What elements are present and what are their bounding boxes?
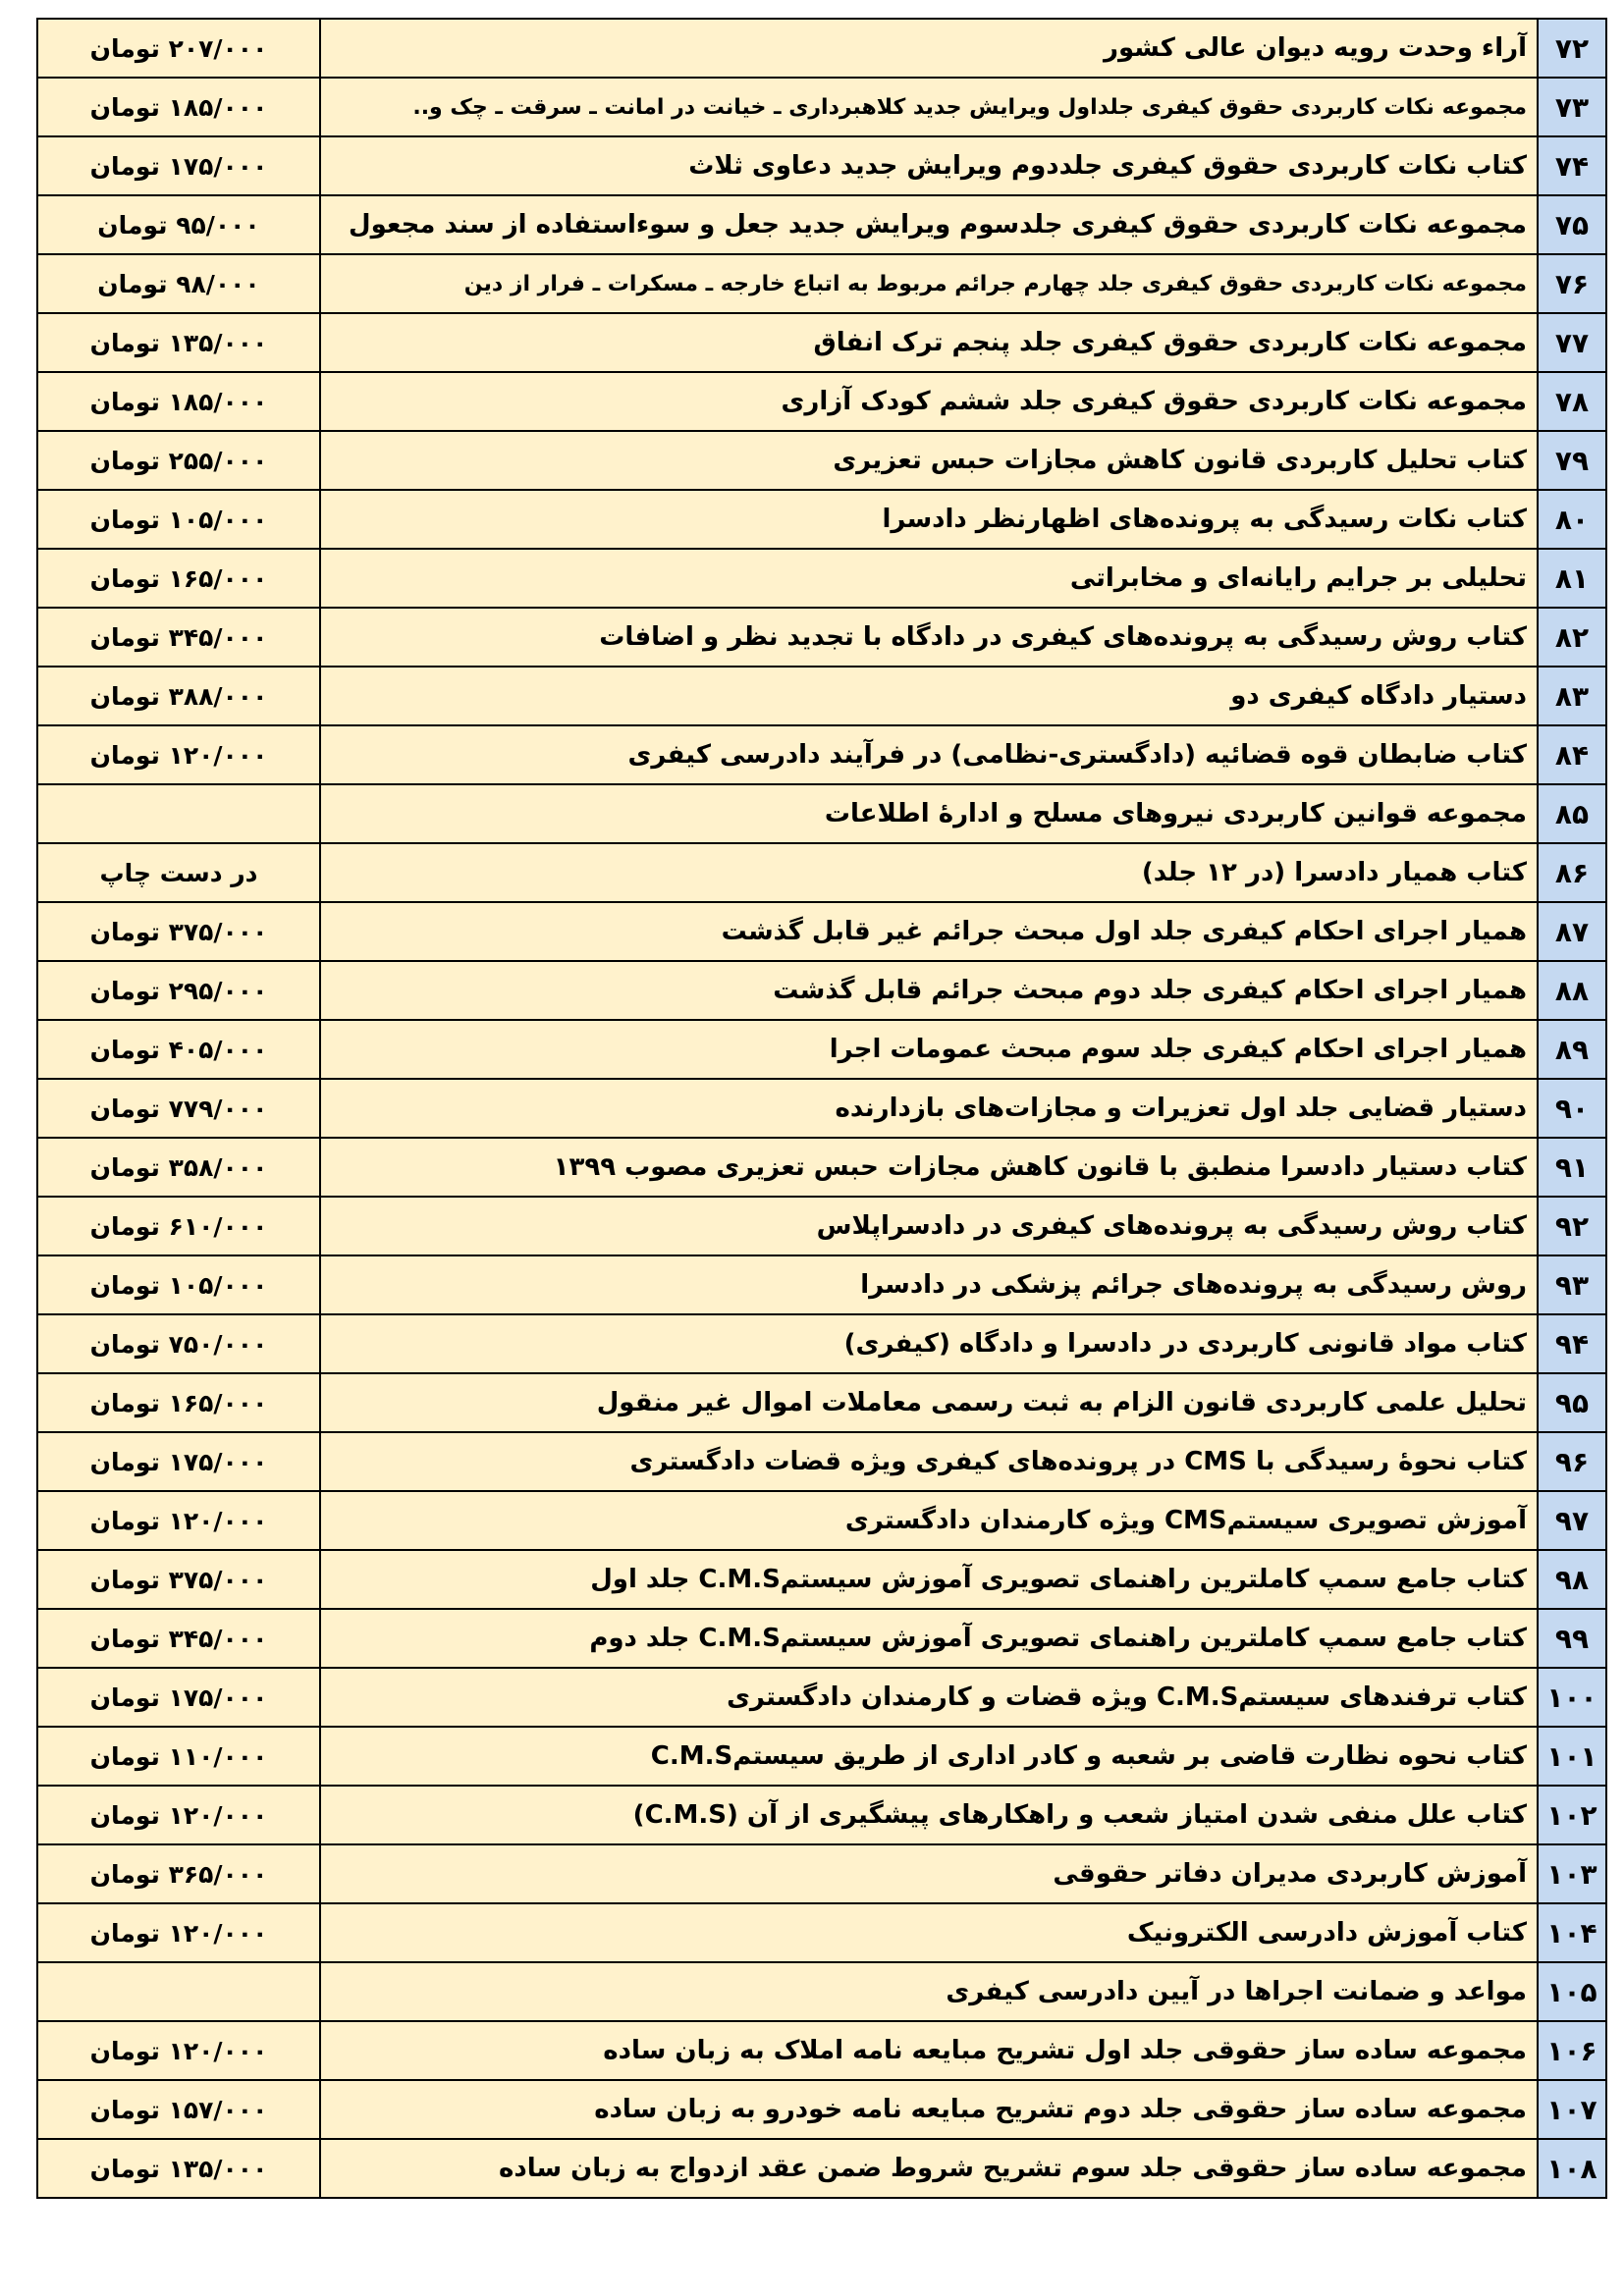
book-title: کتاب علل منفی شدن امتیاز شعب و راهکارهای پیشگیری از آن (C.M.S) bbox=[320, 1786, 1538, 1844]
book-price: ۱۳۵/۰۰۰ تومان bbox=[37, 2139, 320, 2198]
row-number: ۱۰۳ bbox=[1538, 1844, 1606, 1903]
book-title: کتاب جامع سمپ کاملترین راهنمای تصویری آموزش سیستمC.M.S جلد اول bbox=[320, 1550, 1538, 1609]
book-price: ۳۴۵/۰۰۰ تومان bbox=[37, 608, 320, 667]
table-row bbox=[37, 136, 1606, 195]
row-number: ۱۰۰ bbox=[1538, 1668, 1606, 1727]
book-price: ۱۲۰/۰۰۰ تومان bbox=[37, 1491, 320, 1550]
book-price: ۲۵۵/۰۰۰ تومان bbox=[37, 431, 320, 490]
book-title: تحلیلی بر جرایم رایانه‌ای و مخابراتی bbox=[320, 549, 1538, 608]
table-row bbox=[37, 1668, 1606, 1727]
row-number: ۸۰ bbox=[1538, 490, 1606, 549]
table-row bbox=[37, 2021, 1606, 2080]
table-row bbox=[37, 1255, 1606, 1314]
table-body bbox=[37, 19, 1606, 2198]
book-price: ۱۲۰/۰۰۰ تومان bbox=[37, 2021, 320, 2080]
row-number: ۱۰۶ bbox=[1538, 2021, 1606, 2080]
table-row bbox=[37, 961, 1606, 1020]
row-number: ۸۴ bbox=[1538, 725, 1606, 784]
row-number: ۹۹ bbox=[1538, 1609, 1606, 1668]
table-row bbox=[37, 1962, 1606, 2021]
table-row bbox=[37, 1432, 1606, 1491]
book-price: ۴۰۵/۰۰۰ تومان bbox=[37, 1020, 320, 1079]
book-title: کتاب جامع سمپ کاملترین راهنمای تصویری آموزش سیستمC.M.S جلد دوم bbox=[320, 1609, 1538, 1668]
book-title: همیار اجرای احکام کیفری جلد دوم مبحث جرائم قابل گذشت bbox=[320, 961, 1538, 1020]
row-number: ۹۱ bbox=[1538, 1138, 1606, 1197]
book-title: کتاب نحوهٔ رسیدگی با CMS در پرونده‌های کیفری ویژه قضات دادگستری bbox=[320, 1432, 1538, 1491]
book-price: ۱۷۵/۰۰۰ تومان bbox=[37, 136, 320, 195]
book-price: ۱۸۵/۰۰۰ تومان bbox=[37, 372, 320, 431]
book-price: ۱۰۵/۰۰۰ تومان bbox=[37, 1255, 320, 1314]
table-row bbox=[37, 608, 1606, 667]
row-number: ۸۷ bbox=[1538, 902, 1606, 961]
table-row bbox=[37, 2080, 1606, 2139]
table-row bbox=[37, 19, 1606, 78]
book-title: آموزش تصویری سیستمCMS ویژه کارمندان دادگستری bbox=[320, 1491, 1538, 1550]
book-title: روش رسیدگی به پرونده‌های جرائم پزشکی در دادسرا bbox=[320, 1255, 1538, 1314]
book-title: مواعد و ضمانت اجراها در آیین دادرسی کیفری bbox=[320, 1962, 1538, 2021]
table-row bbox=[37, 1020, 1606, 1079]
book-title: مجموعه ساده ساز حقوقی جلد دوم تشریح مبایعه نامه خودرو به زبان ساده bbox=[320, 2080, 1538, 2139]
table-row bbox=[37, 1786, 1606, 1844]
book-title: کتاب ضابطان قوه قضائیه (دادگستری-نظامی) در فرآیند دادرسی کیفری bbox=[320, 725, 1538, 784]
book-title: دستیار دادگاه کیفری دو bbox=[320, 667, 1538, 725]
book-price: ۹۵/۰۰۰ تومان bbox=[37, 195, 320, 254]
table-row bbox=[37, 1373, 1606, 1432]
book-title: آموزش کاربردی مدیران دفاتر حقوقی bbox=[320, 1844, 1538, 1903]
book-title: کتاب روش رسیدگی به پرونده‌های کیفری در دادگاه با تجدید نظر و اضافات bbox=[320, 608, 1538, 667]
table-row bbox=[37, 843, 1606, 902]
book-price: ۳۸۸/۰۰۰ تومان bbox=[37, 667, 320, 725]
row-number: ۱۰۴ bbox=[1538, 1903, 1606, 1962]
book-title: تحلیل علمی کاربردی قانون الزام به ثبت رسمی معاملات اموال غیر منقول bbox=[320, 1373, 1538, 1432]
book-title: مجموعه نکات کاربردی حقوق کیفری جلداول ویرایش جدید کلاهبرداری ـ خیانت در امانت ـ سرقت ـ چک و.. bbox=[320, 78, 1538, 136]
book-title: کتاب نکات رسیدگی به پرونده‌های اظهارنظر دادسرا bbox=[320, 490, 1538, 549]
row-number: ۷۲ bbox=[1538, 19, 1606, 78]
book-title: مجموعه نکات کاربردی حقوق کیفری جلد چهارم جرائم مربوط به اتباع خارجه ـ مسکرات ـ فرار از دین bbox=[320, 254, 1538, 313]
book-price: ۳۶۵/۰۰۰ تومان bbox=[37, 1844, 320, 1903]
book-title: کتاب ترفندهای سیستمC.M.S ویژه قضات و کارمندان دادگستری bbox=[320, 1668, 1538, 1727]
table-row bbox=[37, 1138, 1606, 1197]
row-number: ۸۵ bbox=[1538, 784, 1606, 843]
row-number: ۸۶ bbox=[1538, 843, 1606, 902]
table-row bbox=[37, 549, 1606, 608]
book-title: مجموعه قوانین کاربردی نیروهای مسلح و ادارۀ اطلاعات bbox=[320, 784, 1538, 843]
table-row bbox=[37, 667, 1606, 725]
book-title: کتاب همیار دادسرا (در ۱۲ جلد) bbox=[320, 843, 1538, 902]
book-price: ۱۶۵/۰۰۰ تومان bbox=[37, 549, 320, 608]
table-row bbox=[37, 1844, 1606, 1903]
book-price: ۱۲۰/۰۰۰ تومان bbox=[37, 1786, 320, 1844]
row-number: ۱۰۱ bbox=[1538, 1727, 1606, 1786]
row-number: ۸۹ bbox=[1538, 1020, 1606, 1079]
row-number: ۷۶ bbox=[1538, 254, 1606, 313]
row-number: ۹۵ bbox=[1538, 1373, 1606, 1432]
book-price: ۳۵۸/۰۰۰ تومان bbox=[37, 1138, 320, 1197]
book-price: ۱۱۰/۰۰۰ تومان bbox=[37, 1727, 320, 1786]
book-title: مجموعه ساده ساز حقوقی جلد اول تشریح مبایعه نامه املاک به زبان ساده bbox=[320, 2021, 1538, 2080]
table-row bbox=[37, 313, 1606, 372]
book-price: ۳۷۵/۰۰۰ تومان bbox=[37, 1550, 320, 1609]
row-number: ۹۲ bbox=[1538, 1197, 1606, 1255]
book-price-table bbox=[36, 18, 1607, 2199]
book-title: کتاب تحلیل کاربردی قانون کاهش مجازات حبس تعزیری bbox=[320, 431, 1538, 490]
book-title: همیار اجرای احکام کیفری جلد اول مبحث جرائم غیر قابل گذشت bbox=[320, 902, 1538, 961]
book-price: ۶۱۰/۰۰۰ تومان bbox=[37, 1197, 320, 1255]
book-price: در دست چاپ bbox=[37, 843, 320, 902]
book-price: ۳۷۵/۰۰۰ تومان bbox=[37, 902, 320, 961]
book-price: ۱۵۷/۰۰۰ تومان bbox=[37, 2080, 320, 2139]
book-price: ۱۲۰/۰۰۰ تومان bbox=[37, 1903, 320, 1962]
table-row bbox=[37, 725, 1606, 784]
table-row bbox=[37, 1491, 1606, 1550]
row-number: ۹۸ bbox=[1538, 1550, 1606, 1609]
book-price: ۷۵۰/۰۰۰ تومان bbox=[37, 1314, 320, 1373]
table-row bbox=[37, 902, 1606, 961]
table-row bbox=[37, 1197, 1606, 1255]
book-price: ۱۳۵/۰۰۰ تومان bbox=[37, 313, 320, 372]
table-row bbox=[37, 1314, 1606, 1373]
table-row bbox=[37, 1609, 1606, 1668]
table-row bbox=[37, 431, 1606, 490]
book-price: ۱۸۵/۰۰۰ تومان bbox=[37, 78, 320, 136]
book-title: همیار اجرای احکام کیفری جلد سوم مبحث عمومات اجرا bbox=[320, 1020, 1538, 1079]
book-title: دستیار قضایی جلد اول تعزیرات و مجازات‌های بازدارنده bbox=[320, 1079, 1538, 1138]
row-number: ۸۸ bbox=[1538, 961, 1606, 1020]
book-price: ۱۶۵/۰۰۰ تومان bbox=[37, 1373, 320, 1432]
row-number: ۷۵ bbox=[1538, 195, 1606, 254]
row-number: ۹۴ bbox=[1538, 1314, 1606, 1373]
book-title: کتاب مواد قانونی کاربردی در دادسرا و دادگاه (کیفری) bbox=[320, 1314, 1538, 1373]
book-price: ۱۷۵/۰۰۰ تومان bbox=[37, 1432, 320, 1491]
book-title: مجموعه نکات کاربردی حقوق کیفری جلدسوم ویرایش جدید جعل و سوءاستفاده از سند مجعول bbox=[320, 195, 1538, 254]
row-number: ۷۴ bbox=[1538, 136, 1606, 195]
table-row bbox=[37, 1903, 1606, 1962]
row-number: ۱۰۸ bbox=[1538, 2139, 1606, 2198]
row-number: ۹۰ bbox=[1538, 1079, 1606, 1138]
table-row bbox=[37, 490, 1606, 549]
book-title: کتاب نحوه نظارت قاضی بر شعبه و کادر اداری از طریق سیستمC.M.S bbox=[320, 1727, 1538, 1786]
table-row bbox=[37, 1079, 1606, 1138]
row-number: ۱۰۷ bbox=[1538, 2080, 1606, 2139]
row-number: ۷۷ bbox=[1538, 313, 1606, 372]
table-row bbox=[37, 2139, 1606, 2198]
book-title: مجموعه نکات کاربردی حقوق کیفری جلد پنجم ترک انفاق bbox=[320, 313, 1538, 372]
book-price: ۲۰۷/۰۰۰ تومان bbox=[37, 19, 320, 78]
book-title: مجموعه ساده ساز حقوقی جلد سوم تشریح شروط ضمن عقد ازدواج به زبان ساده bbox=[320, 2139, 1538, 2198]
row-number: ۸۲ bbox=[1538, 608, 1606, 667]
book-title: مجموعه نکات کاربردی حقوق کیفری جلد ششم کودک آزاری bbox=[320, 372, 1538, 431]
row-number: ۱۰۲ bbox=[1538, 1786, 1606, 1844]
row-number: ۷۳ bbox=[1538, 78, 1606, 136]
table-row bbox=[37, 195, 1606, 254]
table-row bbox=[37, 784, 1606, 843]
row-number: ۹۳ bbox=[1538, 1255, 1606, 1314]
row-number: ۹۷ bbox=[1538, 1491, 1606, 1550]
book-title: آراء وحدت رویه دیوان عالی کشور bbox=[320, 19, 1538, 78]
book-price: ۷۷۹/۰۰۰ تومان bbox=[37, 1079, 320, 1138]
row-number: ۷۸ bbox=[1538, 372, 1606, 431]
row-number: ۷۹ bbox=[1538, 431, 1606, 490]
table-row bbox=[37, 1550, 1606, 1609]
table-row bbox=[37, 1727, 1606, 1786]
table-row bbox=[37, 254, 1606, 313]
book-price: ۹۸/۰۰۰ تومان bbox=[37, 254, 320, 313]
row-number: ۸۳ bbox=[1538, 667, 1606, 725]
table-row bbox=[37, 372, 1606, 431]
table-row bbox=[37, 78, 1606, 136]
book-price: ۱۷۵/۰۰۰ تومان bbox=[37, 1668, 320, 1727]
book-title: کتاب روش رسیدگی به پرونده‌های کیفری در دادسراپلاس bbox=[320, 1197, 1538, 1255]
book-title: کتاب آموزش دادرسی الکترونیک bbox=[320, 1903, 1538, 1962]
row-number: ۸۱ bbox=[1538, 549, 1606, 608]
book-title: کتاب نکات کاربردی حقوق کیفری جلددوم ویرایش جدید دعاوی ثلاث bbox=[320, 136, 1538, 195]
book-price bbox=[37, 1962, 320, 2021]
row-number: ۱۰۵ bbox=[1538, 1962, 1606, 2021]
book-price: ۲۹۵/۰۰۰ تومان bbox=[37, 961, 320, 1020]
book-price: ۳۴۵/۰۰۰ تومان bbox=[37, 1609, 320, 1668]
book-title: کتاب دستیار دادسرا منطبق با قانون کاهش مجازات حبس تعزیری مصوب ۱۳۹۹ bbox=[320, 1138, 1538, 1197]
book-price: ۱۰۵/۰۰۰ تومان bbox=[37, 490, 320, 549]
row-number: ۹۶ bbox=[1538, 1432, 1606, 1491]
book-price: ۱۲۰/۰۰۰ تومان bbox=[37, 725, 320, 784]
book-price bbox=[37, 784, 320, 843]
